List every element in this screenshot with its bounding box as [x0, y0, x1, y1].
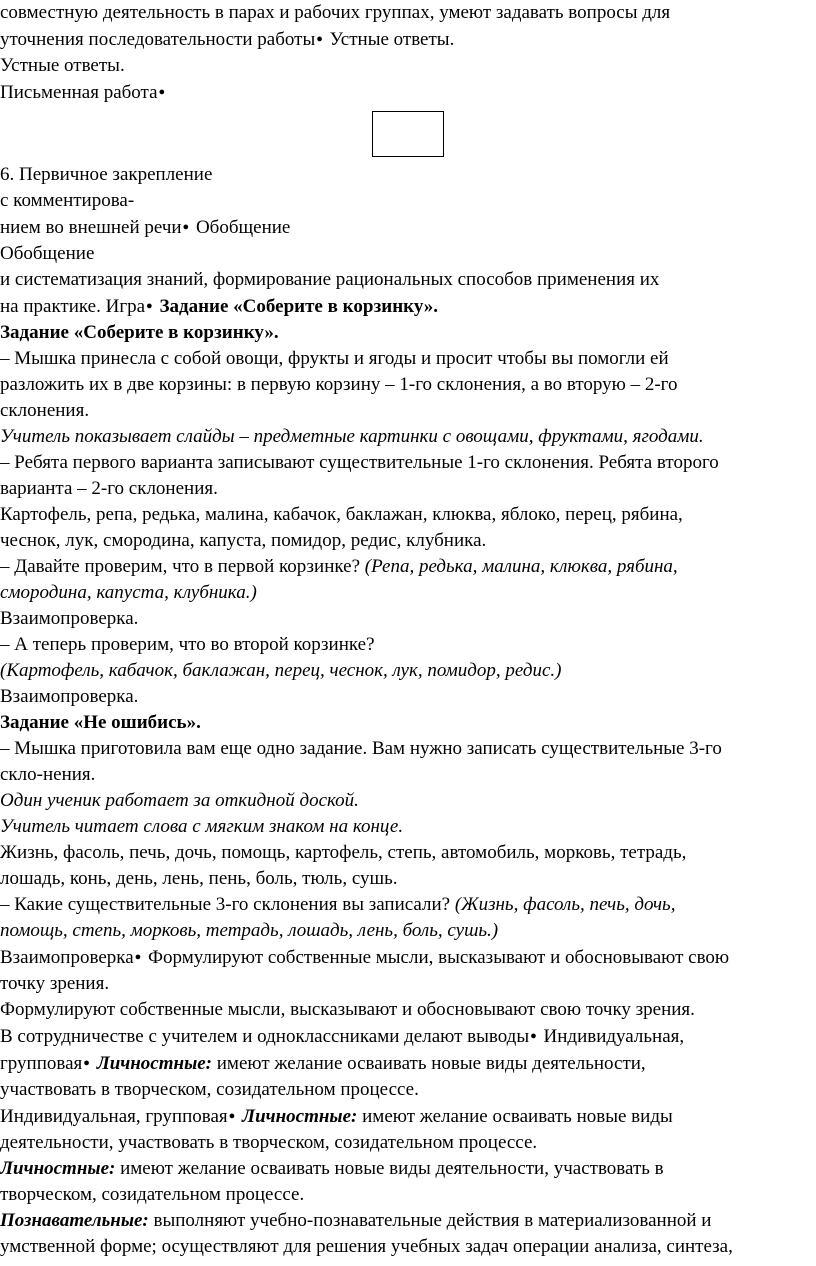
text-line: Учитель читает слова с мягким знаком на конце.: [0, 816, 404, 837]
empty-frame: [372, 111, 444, 157]
text-line: уточнения последовательности работы● Устные ответы.: [0, 26, 812, 53]
text-line: – Какие существительные 3-го склонения вы записали? (Жизнь, фасоль, печь, дочь,: [0, 894, 676, 915]
text-line: Жизнь, фасоль, печь, дочь, помощь, картофель, степь, автомобиль, морковь, тетрадь,: [0, 842, 687, 863]
text-line: деятельности, участвовать в творческом, созидательном процессе.: [0, 1132, 538, 1153]
text-line: Картофель, репа, редька, малина, кабачок, баклажан, клюква, яблоко, перец, рябина,: [0, 504, 683, 525]
text-line: 6. Первичное закрепление: [0, 164, 213, 185]
text-line: помощь, степь, морковь, тетрадь, лошадь, лень, боль, сушь.): [0, 920, 499, 941]
text-line: смородина, капуста, клубника.): [0, 582, 257, 603]
bullet-icon: [82, 1053, 92, 1074]
text-line: творческом, созидательном процессе.: [0, 1184, 305, 1205]
text-line: Устные ответы.: [0, 55, 125, 76]
text-line: В сотрудничестве с учителем и одноклассниками делают выводы● Индивидуальная,: [0, 1023, 812, 1050]
text-line: и систематизация знаний, формирование рациональных способов применения их: [0, 269, 660, 290]
text-line: Один ученик работает за откидной доской.: [0, 790, 359, 811]
bullet-icon: [134, 947, 144, 968]
bullet-icon: [158, 82, 168, 103]
text-line: Личностные: имеют желание осваивать новые виды деятельности, участвовать в: [0, 1158, 664, 1179]
text-line: Взаимопроверка.: [0, 686, 139, 707]
text-line: Познавательные: выполняют учебно-познавательные действия в материализованной и: [0, 1210, 712, 1231]
text-line: – Мышка приготовила вам еще одно задание. Вам нужно записать существительные 3-го: [0, 738, 722, 759]
bullet-icon: [182, 217, 192, 238]
text-line: – Мышка принесла с собой овощи, фрукты и ягоды и просит чтобы вы помогли ей: [0, 348, 669, 369]
bullet-icon: [529, 1026, 539, 1047]
text-line: варианта – 2-го склонения.: [0, 478, 218, 499]
text-line: лошадь, конь, день, лень, пень, боль, тюль, сушь.: [0, 868, 398, 889]
text-line: – Давайте проверим, что в первой корзинке? (Репа, редька, малина, клюква, рябина,: [0, 556, 678, 577]
text-line: на практике. Игра● Задание «Соберите в корзинку».: [0, 293, 812, 320]
task-heading: Задание «Не ошибись».: [0, 712, 201, 733]
text-line: разложить их в две корзины: в первую корзину – 1-го склонения, а во вторую – 2-го: [0, 374, 678, 395]
text-line: Письменная работа●: [0, 79, 812, 106]
text-line: умственной форме; осуществляют для решения учебных задач операции анализа, синтеза,: [0, 1236, 733, 1257]
text-line: групповая● Личностные: имеют желание осваивать новые виды деятельности,: [0, 1050, 812, 1077]
task-heading: Задание «Соберите в корзинку».: [0, 322, 279, 343]
text-line: нием во внешней речи● Обобщение: [0, 214, 812, 241]
text-line: Формулируют собственные мысли, высказывают и обосновывают свою точку зрения.: [0, 999, 695, 1020]
text-line: точку зрения.: [0, 973, 110, 994]
text-line: Взаимопроверка● Формулируют собственные мысли, высказывают и обосновывают свою: [0, 944, 812, 971]
text-line: участвовать в творческом, созидательном процессе.: [0, 1079, 419, 1100]
text-line: склонения.: [0, 400, 90, 421]
text-line: (Картофель, кабачок, баклажан, перец, чеснок, лук, помидор, редис.): [0, 660, 562, 681]
text-line: чеснок, лук, смородина, капуста, помидор, редис, клубника.: [0, 530, 487, 551]
text-line: совместную деятельность в парах и рабочих группах, умеют задавать вопросы для: [0, 2, 671, 23]
text-line: Взаимопроверка.: [0, 608, 139, 629]
text-line: Учитель показывает слайды – предметные картинки с овощами, фруктами, ягодами.: [0, 426, 704, 447]
text-line: скло-нения.: [0, 764, 96, 785]
text-line: – А теперь проверим, что во второй корзинке?: [0, 634, 375, 655]
bullet-icon: [315, 29, 325, 50]
bullet-icon: [228, 1106, 238, 1127]
text-line: с комментирова-: [0, 190, 135, 211]
text-line: – Ребята первого варианта записывают существительные 1-го склонения. Ребята второго: [0, 452, 719, 473]
bullet-icon: [145, 296, 155, 317]
text-line: Обобщение: [0, 243, 95, 264]
text-line: Индивидуальная, групповая● Личностные: имеют желание осваивать новые виды: [0, 1103, 812, 1130]
